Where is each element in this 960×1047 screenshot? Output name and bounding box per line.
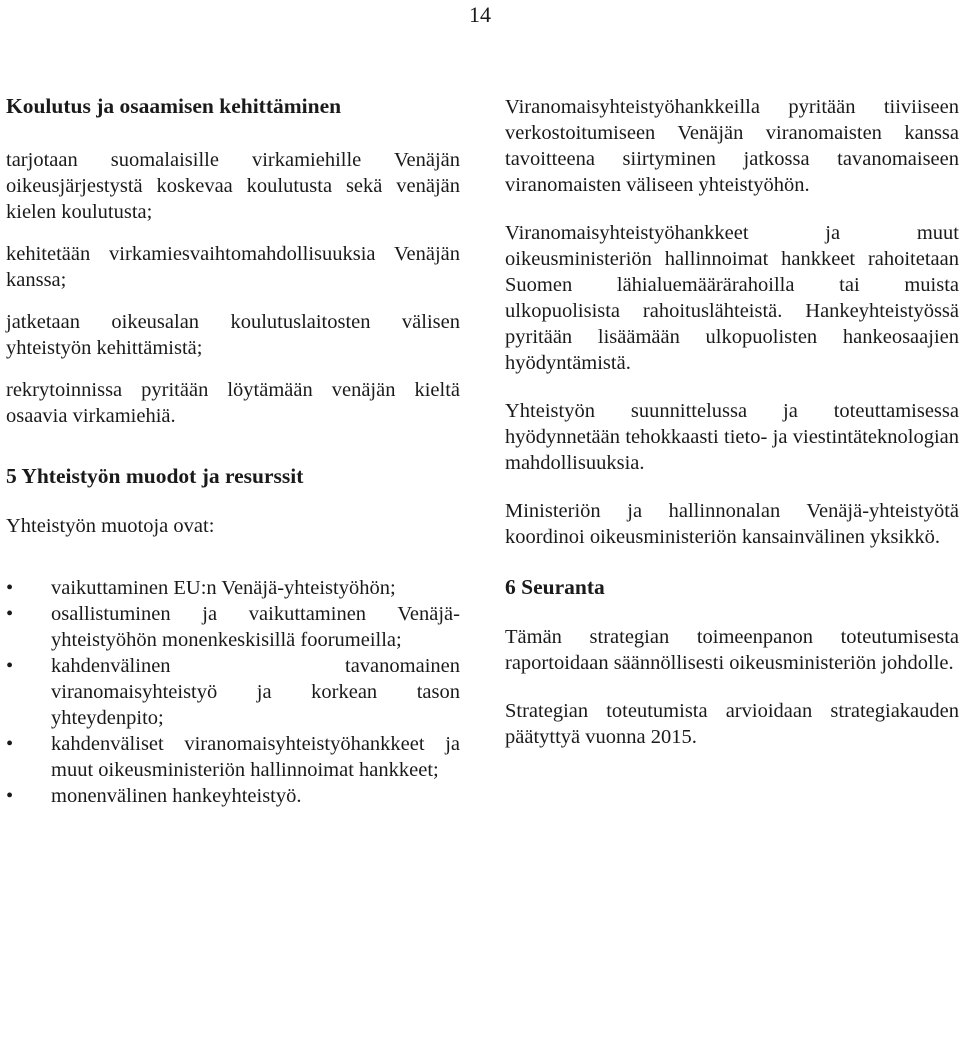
paragraph-evaluation: Strategian toteutumista arvioidaan strategiakauden päätyttyä vuonna 2015.: [505, 700, 959, 748]
list-item-text: kahdenväliset viranomaisyhteistyöhankkeet ja muut oikeusministeriön hallinnoimat hankkeet;: [51, 733, 460, 781]
bullet-icon: •: [6, 577, 14, 599]
paragraph-projects-aim: Viranomaisyhteistyöhankkeilla pyritään tiiviiseen verkostoitumiseen Venäjän viranomaisten kanssa tavoitteena siirtyminen jatkossa tavanomaiseen viranomaisten väliseen yhteistyöhön.: [505, 96, 959, 196]
bullet-icon: •: [6, 603, 14, 625]
bullet-icon: •: [6, 733, 14, 755]
list-item-text: monenvälinen hankeyhteistyö.: [51, 785, 302, 807]
section-heading-5: 5 Yhteistyön muodot ja resurssit: [6, 464, 304, 488]
forms-intro: Yhteistyön muotoja ovat:: [6, 515, 215, 537]
paragraph-reporting: Tämän strategian toimeenpanon toteutumisesta raportoidaan säännöllisesti oikeusministeriön johdolle.: [505, 626, 959, 674]
bullet-icon: •: [6, 655, 14, 677]
training-item-3: jatketaan oikeusalan koulutuslaitosten välisen yhteistyön kehittämistä;: [6, 311, 460, 359]
list-item: [6, 731, 460, 783]
paragraph-technology: Yhteistyön suunnittelussa ja toteuttamisessa hyödynnetään tehokkaasti tieto- ja viestintäteknologian mahdollisuuksia.: [505, 400, 959, 474]
bullet-icon: •: [6, 785, 14, 807]
training-item-2: kehitetään virkamiesvaihtomahdollisuuksia Venäjän kanssa;: [6, 243, 460, 291]
list-item: [6, 601, 460, 653]
training-item-4: rekrytoinnissa pyritään löytämään venäjän kieltä osaavia virkamiehiä.: [6, 379, 460, 427]
training-item-1: tarjotaan suomalaisille virkamiehille Venäjän oikeusjärjestystä koskevaa koulutusta sekä venäjän kielen koulutusta;: [6, 149, 460, 223]
forms-bullet-list: [6, 575, 460, 809]
list-item: [6, 783, 460, 809]
list-item-text: kahdenvälinen tavanomainen viranomaisyhteistyö ja korkean tason yhteydenpito;: [51, 655, 460, 729]
list-item: [6, 653, 460, 731]
paragraph-coordination: Ministeriön ja hallinnonalan Venäjä-yhteistyötä koordinoi oikeusministeriön kansainvälinen yksikkö.: [505, 500, 959, 548]
section-heading-6: 6 Seuranta: [505, 575, 605, 599]
right-column: [505, 94, 959, 750]
left-column: [6, 93, 460, 809]
list-item-text: vaikuttaminen EU:n Venäjä-yhteistyöhön;: [51, 577, 396, 599]
page-number: 14: [469, 2, 491, 27]
list-item: [6, 575, 460, 601]
section-heading-training: Koulutus ja osaamisen kehittäminen: [6, 94, 342, 118]
paragraph-funding: Viranomaisyhteistyöhankkeet ja muut oikeusministeriön hallinnoimat hankkeet rahoitetaan Suomen lähialuemäärärahoilla tai muista ulkopuolisista rahoituslähteistä. Hankeyhteistyössä pyritään lisäämään ulkopuolisten hankeosaajien hyödyntämistä.: [505, 222, 959, 374]
list-item-text: osallistuminen ja vaikuttaminen Venäjä-yhteistyöhön monenkeskisillä foorumeilla;: [51, 603, 460, 651]
